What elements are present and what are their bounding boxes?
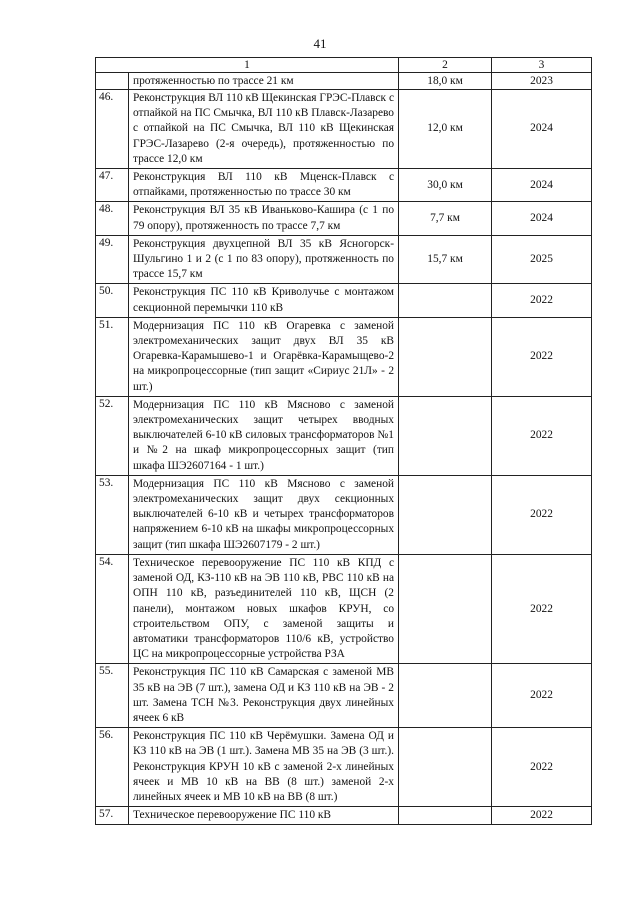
row-year: 2023 <box>492 73 592 90</box>
page-number: 41 <box>313 36 327 51</box>
table-row <box>96 396 592 475</box>
row-number: 55. <box>96 664 129 728</box>
row-year: 2022 <box>492 807 592 825</box>
row-number: 56. <box>96 728 129 807</box>
row-length: 7,7 км <box>399 202 492 235</box>
column-header-3: 3 <box>492 58 592 73</box>
row-year: 2022 <box>492 664 592 728</box>
row-year: 2024 <box>492 90 592 169</box>
row-length <box>399 807 492 825</box>
row-year: 2022 <box>492 317 592 396</box>
table-row <box>96 807 592 825</box>
table-row <box>96 202 592 235</box>
table-row <box>96 284 592 317</box>
row-number: 48. <box>96 202 129 235</box>
column-header-1: 1 <box>96 58 399 73</box>
row-description: протяженностью по трассе 21 км <box>129 73 399 90</box>
row-number: 46. <box>96 90 129 169</box>
table-row <box>96 317 592 396</box>
row-description: Реконструкция ПС 110 кВ Криволучье с монтажом секционной перемычки 110 кВ <box>129 284 399 317</box>
row-number: 53. <box>96 475 129 554</box>
row-year: 2024 <box>492 169 592 202</box>
table-row <box>96 664 592 728</box>
table-row <box>96 554 592 663</box>
row-length <box>399 317 492 396</box>
row-length <box>399 475 492 554</box>
row-number: 51. <box>96 317 129 396</box>
row-description: Реконструкция ВЛ 35 кВ Иваньково-Кашира (с 1 по 79 опору), протяженность по трассе 7,7 км <box>129 202 399 235</box>
row-number: 47. <box>96 169 129 202</box>
row-description: Реконструкция ВЛ 110 кВ Мценск-Плавск с отпайками, протяженностью по трассе 30 км <box>129 169 399 202</box>
row-description: Техническое перевооружение ПС 110 кВ <box>129 807 399 825</box>
row-number: 50. <box>96 284 129 317</box>
row-year: 2022 <box>492 284 592 317</box>
row-number: 49. <box>96 235 129 284</box>
projects-table <box>95 57 592 825</box>
row-description: Реконструкция ВЛ 110 кВ Щекинская ГРЭС-Плавск с отпайкой на ПС Смычка, ВЛ 110 кВ Плавск-Лазарево с отпайкой на ПС Смычка, ВЛ 110 кВ Щекинская ГРЭС-Лазарево (2-я очередь), протяженностью по трассе 12,0 км <box>129 90 399 169</box>
table-row <box>96 90 592 169</box>
row-length: 18,0 км <box>399 73 492 90</box>
row-length <box>399 554 492 663</box>
row-year: 2022 <box>492 475 592 554</box>
row-length: 12,0 км <box>399 90 492 169</box>
row-number: 57. <box>96 807 129 825</box>
row-year: 2022 <box>492 554 592 663</box>
row-description: Реконструкция ПС 110 кВ Самарская с заменой МВ 35 кВ на ЭВ (7 шт.), замена ОД и КЗ 110 кВ на ЭВ - 2 шт. Замена ТСН №3. Реконструкция двух линейных ячеек 6 кВ <box>129 664 399 728</box>
row-number: 52. <box>96 396 129 475</box>
row-description: Модернизация ПС 110 кВ Огаревка с заменой электромеханических защит двух ВЛ 35 кВ Огаревка-Карамышево-1 и Огарёвка-Карамыщево-2 на микропроцессорные (тип защит «Сириус 21Л» - 2 шт.) <box>129 317 399 396</box>
row-description: Модернизация ПС 110 кВ Мясново с заменой электромеханических защит двух секционных выключателей 6-10 кВ и четырех трансформаторов напряжением 6-10 кВ на шкафы микропроцессорных защит (тип шкафа ШЭ2607179 - 2 шт.) <box>129 475 399 554</box>
row-description: Модернизация ПС 110 кВ Мясново с заменой электромеханических защит четырех вводных выключателей 6-10 кВ силовых трансформаторов №1 и №2 на шкаф микропроцессорных защит (тип шкафа ШЭ2607164 - 1 шт.) <box>129 396 399 475</box>
row-number: 54. <box>96 554 129 663</box>
column-header-2: 2 <box>399 58 492 73</box>
row-length <box>399 664 492 728</box>
row-number <box>96 73 129 90</box>
row-length: 15,7 км <box>399 235 492 284</box>
row-length: 30,0 км <box>399 169 492 202</box>
row-description: Реконструкция ПС 110 кВ Черёмушки. Замена ОД и КЗ 110 кВ на ЭВ (1 шт.). Замена МВ 35 на ЭВ (3 шт.). Реконструкция КРУН 10 кВ с заменой 2-х линейных ячеек и МВ 10 кВ на ВВ (8 шт.) заменой 2-х линейных ячеек и МВ 10 кВ на ВВ (8 шт.) <box>129 728 399 807</box>
row-year: 2022 <box>492 728 592 807</box>
row-length <box>399 396 492 475</box>
row-description: Реконструкция двухцепной ВЛ 35 кВ Ясногорск-Шульгино 1 и 2 (с 1 по 83 опору), протяженность по трассе 15,7 км <box>129 235 399 284</box>
row-description: Техническое перевооружение ПС 110 кВ КПД с заменой ОД, КЗ-110 кВ на ЭВ 110 кВ, РВС 110 кВ на ОПН 110 кВ, разъединителей 110 кВ, ЩСН (2 панели), монтажом новых шкафов КРУН, со строительством ОПУ, с заменой защиты и автоматики трансформаторов 110/6 кВ, устройство ЦС на микропроцессорные устройства РЗА <box>129 554 399 663</box>
table-row <box>96 235 592 284</box>
table-row <box>96 728 592 807</box>
table-row <box>96 169 592 202</box>
table-header-row <box>96 58 592 73</box>
table-row <box>96 73 592 90</box>
row-length <box>399 728 492 807</box>
row-length <box>399 284 492 317</box>
row-year: 2025 <box>492 235 592 284</box>
row-year: 2022 <box>492 396 592 475</box>
row-year: 2024 <box>492 202 592 235</box>
table-row <box>96 475 592 554</box>
